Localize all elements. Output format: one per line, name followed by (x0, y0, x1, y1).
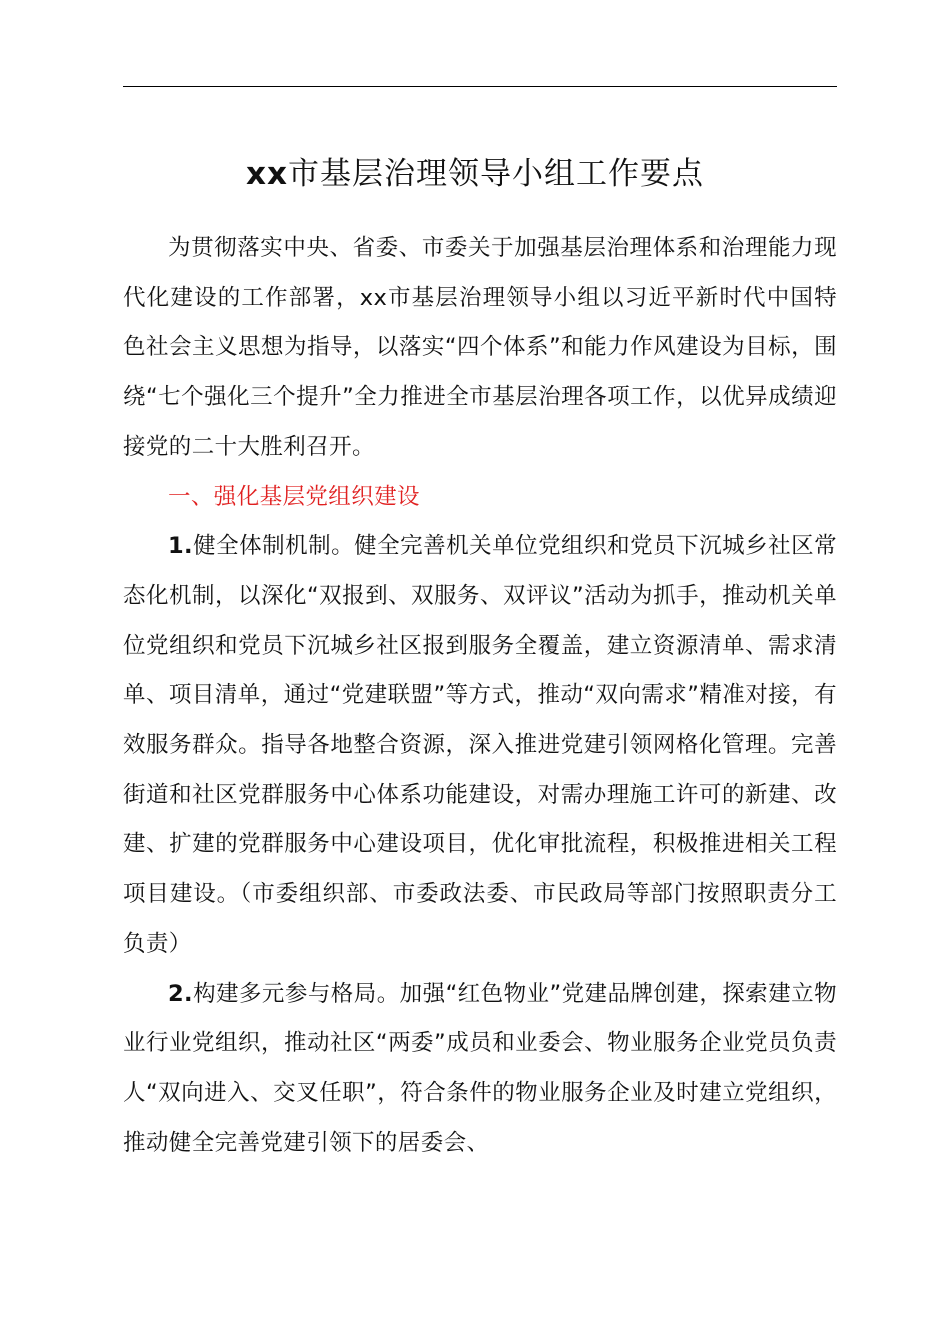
item-paragraph-2 (123, 970, 837, 1169)
item-text-1: 健全体制机制。健全完善机关单位党组织和党员下沉城乡社区常态化机制，以深化“双报到、双服务、双评议”活动为抓手，推动机关单位党组织和党员下沉城乡社区报到服务全覆盖，建立资源清单、需求清单、项目清单，通过“党建联盟”等方式，推动“双向需求”精准对接，有效服务群众。指导各地整合资源，深入推进党建引领网格化管理。完善街道和社区党群服务中心体系功能建设，对需办理施工许可的新建、改建、扩建的党群服务中心建设项目，优化审批流程，积极推进相关工程项目建设。（市委组织部、市委政法委、市民政局等部门按照职责分工负责） (123, 533, 837, 957)
document-body (123, 224, 837, 1168)
document-title (0, 148, 950, 200)
intro-paragraph: 为贯彻落实中央、省委、市委关于加强基层治理体系和治理能力现代化建设的工作部署，xx市基层治理领导小组以习近平新时代中国特色社会主义思想为指导，以落实“四个体系”和能力作风建设为目标，围绕“七个强化三个提升”全力推进全市基层治理各项工作，以优异成绩迎接党的二十大胜利召开。 (123, 235, 837, 460)
title-prefix: xx (246, 156, 288, 192)
section-heading: 一、强化基层党组织建设 (168, 483, 420, 510)
item-number-2: 2. (168, 980, 194, 1007)
item-number-1: 1. (168, 533, 194, 560)
item-text-2: 构建多元参与格局。加强“红色物业”党建品牌创建，探索建立物业行业党组织，推动社区“两委”成员和业委会、物业服务企业党员负责人“双向进入、交叉任职”，符合条件的物业服务企业及时建立党组织，推动健全完善党建引领下的居委会、 (123, 980, 837, 1156)
header-rule (123, 86, 837, 87)
item-paragraph-1 (123, 522, 837, 969)
title-text: 市基层治理领导小组工作要点 (288, 156, 704, 192)
